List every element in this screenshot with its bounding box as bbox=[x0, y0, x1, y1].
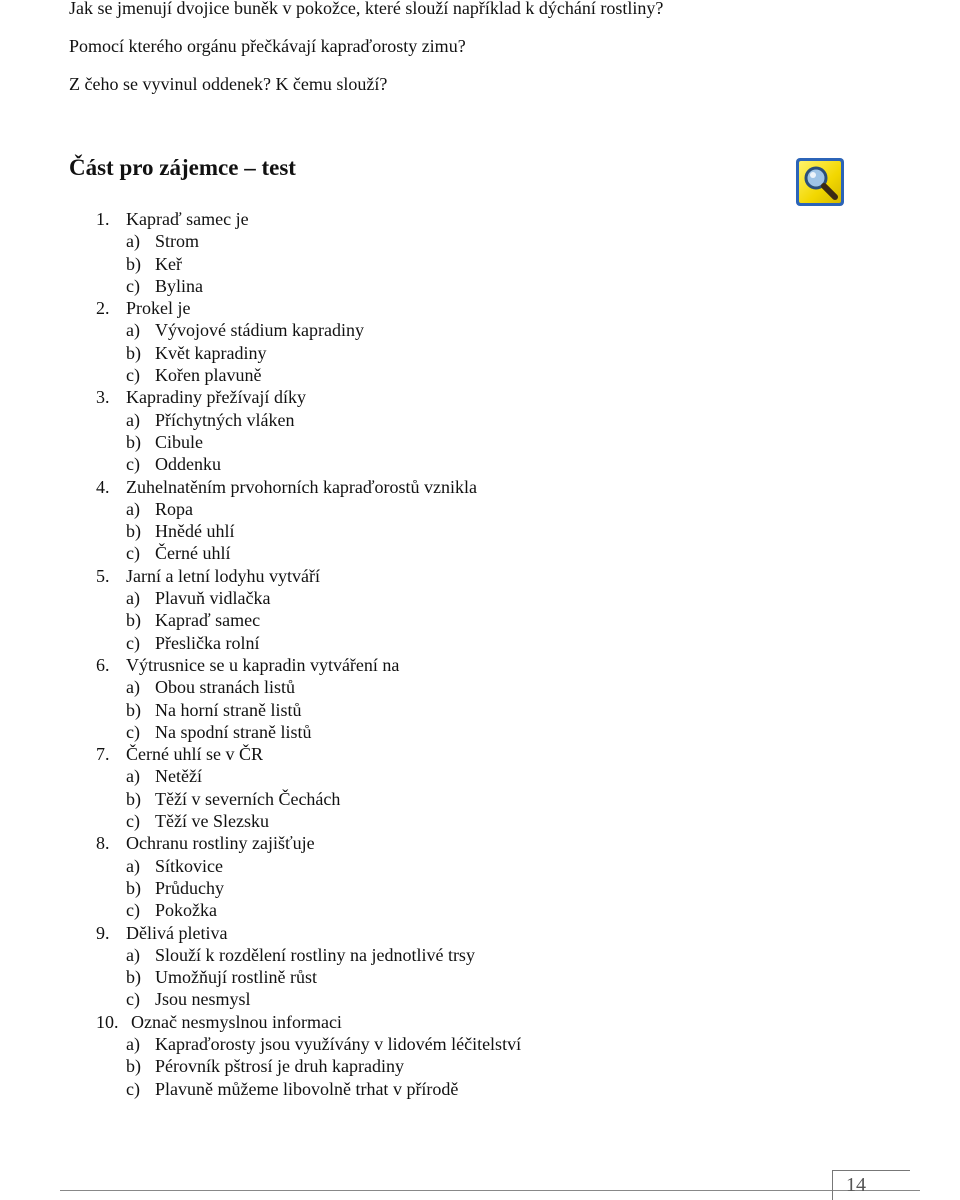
answer-text: Obou stranách listů bbox=[155, 677, 295, 698]
answer-text: Černé uhlí bbox=[155, 543, 231, 564]
answer-text: Kapraď samec bbox=[155, 610, 261, 631]
answer-option bbox=[0, 966, 960, 988]
question-6 bbox=[0, 654, 960, 676]
answer-text: Plavuně můžeme libovolně trhat v přírodě bbox=[155, 1078, 459, 1099]
section-title: Část pro zájemce – test bbox=[69, 155, 296, 180]
answer-text: Květ kapradiny bbox=[155, 342, 267, 363]
question-3 bbox=[0, 386, 960, 408]
answer-option bbox=[0, 431, 960, 453]
answer-text: Oddenku bbox=[155, 454, 221, 475]
question-2 bbox=[0, 297, 960, 319]
answer-text: Bylina bbox=[155, 275, 203, 296]
question-7 bbox=[0, 743, 960, 765]
answer-letter: a) bbox=[126, 677, 140, 698]
answer-letter: b) bbox=[126, 521, 141, 542]
answer-option bbox=[0, 1055, 960, 1077]
answer-option bbox=[0, 342, 960, 364]
answer-letter: c) bbox=[126, 721, 140, 742]
question-text: Výtrusnice se u kapradin vytváření na bbox=[126, 654, 400, 675]
answer-letter: a) bbox=[126, 855, 140, 876]
answer-option bbox=[0, 609, 960, 631]
answer-letter: b) bbox=[126, 877, 141, 898]
answer-text: Pokožka bbox=[155, 900, 217, 921]
intro-question-1: Jak se jmenují dvojice buněk v pokožce, které slouží například k dýchání rostliny? bbox=[69, 0, 664, 18]
question-number: 9. bbox=[96, 922, 110, 943]
answer-text: Pérovník pštrosí je druh kapradiny bbox=[155, 1056, 404, 1077]
answer-text: Keř bbox=[155, 253, 182, 274]
question-number: 8. bbox=[96, 833, 110, 854]
question-text: Kapraď samec je bbox=[126, 209, 249, 229]
footer-rule bbox=[60, 1190, 920, 1191]
answer-letter: a) bbox=[126, 766, 140, 787]
answer-text: Na spodní straně listů bbox=[155, 721, 312, 742]
answer-letter: b) bbox=[126, 1056, 141, 1077]
answer-letter: c) bbox=[126, 989, 140, 1010]
test-list bbox=[0, 208, 960, 1100]
answer-letter: b) bbox=[126, 610, 141, 631]
question-text: Černé uhlí se v ČR bbox=[126, 744, 263, 765]
answer-option bbox=[0, 632, 960, 654]
answer-option bbox=[0, 520, 960, 542]
answer-letter: a) bbox=[126, 231, 140, 252]
answer-option bbox=[0, 676, 960, 698]
answer-option bbox=[0, 765, 960, 787]
answer-text: Slouží k rozdělení rostliny na jednotlivé trsy bbox=[155, 944, 475, 965]
answer-text: Přeslička rolní bbox=[155, 632, 260, 653]
answer-letter: c) bbox=[126, 543, 140, 564]
answer-option bbox=[0, 699, 960, 721]
answer-text: Na horní straně listů bbox=[155, 699, 302, 720]
question-text: Zuhelnatěním prvohorních kapraďorostů vznikla bbox=[126, 476, 478, 497]
answer-letter: b) bbox=[126, 342, 141, 363]
question-text: Kapradiny přežívají díky bbox=[126, 387, 306, 408]
question-1 bbox=[0, 208, 960, 230]
answer-option bbox=[0, 899, 960, 921]
question-number: 2. bbox=[96, 298, 110, 319]
answer-letter: c) bbox=[126, 1078, 140, 1099]
answer-option bbox=[0, 409, 960, 431]
question-9 bbox=[0, 922, 960, 944]
answer-letter: b) bbox=[126, 431, 141, 452]
answer-text: Netěží bbox=[155, 766, 202, 787]
question-4 bbox=[0, 476, 960, 498]
answer-text: Vývojové stádium kapradiny bbox=[155, 320, 364, 341]
answer-letter: c) bbox=[126, 275, 140, 296]
answer-letter: a) bbox=[126, 1033, 140, 1054]
answer-letter: a) bbox=[126, 944, 140, 965]
question-number: 4. bbox=[96, 476, 110, 497]
magnifier-icon bbox=[796, 158, 844, 206]
answer-letter: b) bbox=[126, 967, 141, 988]
answer-option bbox=[0, 877, 960, 899]
question-text: Označ nesmyslnou informaci bbox=[131, 1011, 342, 1032]
question-8 bbox=[0, 832, 960, 854]
question-text: Prokel je bbox=[126, 298, 191, 319]
answer-letter: a) bbox=[126, 588, 140, 609]
answer-option bbox=[0, 275, 960, 297]
answer-text: Strom bbox=[155, 231, 200, 252]
answer-option bbox=[0, 498, 960, 520]
magnifier-glyph bbox=[799, 161, 841, 203]
answer-option bbox=[0, 364, 960, 386]
answer-text: Příchytných vláken bbox=[155, 409, 295, 430]
answer-letter: c) bbox=[126, 811, 140, 832]
question-text: Dělivá pletiva bbox=[126, 922, 228, 943]
answer-option bbox=[0, 1033, 960, 1055]
page-number: 14 bbox=[846, 1174, 866, 1196]
answer-text: Ropa bbox=[155, 498, 193, 519]
question-text: Ochranu rostliny zajišťuje bbox=[126, 833, 315, 854]
question-number: 3. bbox=[96, 387, 110, 408]
question-number: 1. bbox=[96, 209, 110, 229]
answer-letter: a) bbox=[126, 320, 140, 341]
answer-option bbox=[0, 253, 960, 275]
answer-text: Hnědé uhlí bbox=[155, 521, 235, 542]
answer-option bbox=[0, 721, 960, 743]
question-number: 5. bbox=[96, 565, 110, 586]
answer-option bbox=[0, 988, 960, 1010]
answer-option bbox=[0, 855, 960, 877]
question-number: 7. bbox=[96, 744, 110, 765]
answer-option bbox=[0, 542, 960, 564]
answer-text: Umožňují rostlině růst bbox=[155, 967, 317, 988]
answer-option bbox=[0, 319, 960, 341]
question-number: 6. bbox=[96, 654, 110, 675]
answer-option bbox=[0, 944, 960, 966]
answer-option bbox=[0, 810, 960, 832]
answer-letter: a) bbox=[126, 498, 140, 519]
answer-text: Jsou nesmysl bbox=[155, 989, 251, 1010]
answer-text: Těží v severních Čechách bbox=[155, 788, 341, 809]
answer-letter: c) bbox=[126, 632, 140, 653]
answer-text: Kořen plavuně bbox=[155, 365, 262, 386]
answer-letter: c) bbox=[126, 454, 140, 475]
question-number: 10. bbox=[96, 1011, 119, 1032]
question-10 bbox=[0, 1011, 960, 1033]
answer-option bbox=[0, 587, 960, 609]
answer-text: Plavuň vidlačka bbox=[155, 588, 271, 609]
answer-text: Kapraďorosty jsou využívány v lidovém léčitelství bbox=[155, 1033, 522, 1054]
answer-letter: b) bbox=[126, 788, 141, 809]
answer-letter: b) bbox=[126, 253, 141, 274]
question-text: Jarní a letní lodyhu vytváří bbox=[126, 565, 320, 586]
answer-text: Těží ve Slezsku bbox=[155, 811, 269, 832]
answer-letter: c) bbox=[126, 365, 140, 386]
answer-option bbox=[0, 230, 960, 252]
answer-letter: a) bbox=[126, 409, 140, 430]
answer-text: Sítkovice bbox=[155, 855, 223, 876]
answer-letter: b) bbox=[126, 699, 141, 720]
answer-option bbox=[0, 788, 960, 810]
intro-question-2: Pomocí kterého orgánu přečkávají kapraďorosty zimu? bbox=[69, 36, 466, 56]
answer-option bbox=[0, 1078, 960, 1100]
intro-question-3: Z čeho se vyvinul oddenek? K čemu slouží? bbox=[69, 74, 388, 94]
answer-letter: c) bbox=[126, 900, 140, 921]
answer-text: Průduchy bbox=[155, 877, 224, 898]
question-5 bbox=[0, 565, 960, 587]
answer-option bbox=[0, 453, 960, 475]
answer-text: Cibule bbox=[155, 431, 203, 452]
